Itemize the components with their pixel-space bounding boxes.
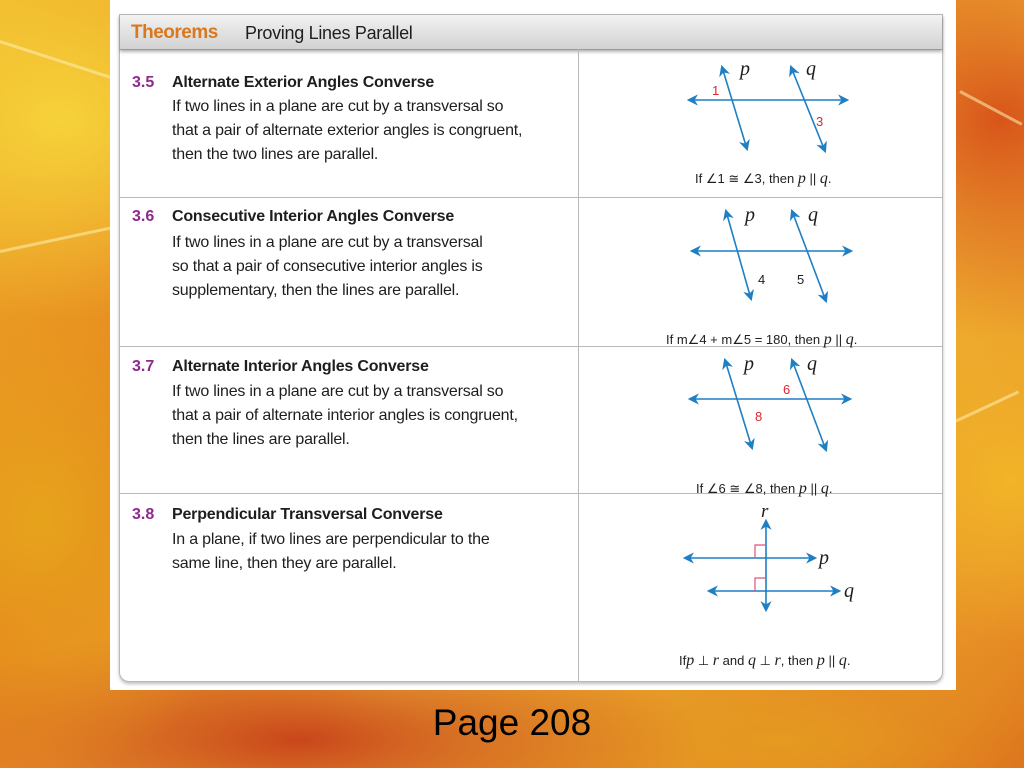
figure-3-8 (579, 493, 942, 681)
parallel-lines-diagram (579, 346, 942, 493)
theorem-name: Perpendicular Transversal Converse (172, 506, 443, 523)
theorem-number: 3.5 (132, 74, 155, 91)
caption-var: p (823, 331, 832, 348)
caption-end: . (846, 653, 851, 668)
label-p: p (819, 547, 829, 569)
label-r: r (761, 501, 769, 522)
statement-line: same line, then they are parallel. (172, 555, 397, 572)
caption-then: , then (780, 653, 817, 668)
label-q: q (808, 204, 818, 226)
angle-label: 6 (783, 382, 791, 397)
statement-line: If two lines in a plane are cut by a transversal so (172, 383, 504, 400)
caption-var: q (819, 170, 828, 187)
label-q: q (806, 58, 816, 80)
card-header (120, 15, 942, 50)
caption-and: and (719, 653, 748, 668)
caption-var: p (816, 652, 825, 669)
angle-label: 5 (797, 272, 805, 287)
statement-line: that a pair of alternate exterior angles is congruent, (172, 122, 523, 139)
caption-var: p (797, 170, 806, 187)
figure-3-7 (579, 346, 942, 497)
header-kicker: Theorems (131, 22, 218, 43)
leaf-vein (0, 225, 118, 253)
statement-line: In a plane, if two lines are perpendicular to the (172, 531, 490, 548)
theorem-row-3-5 (120, 49, 942, 198)
caption-lead: If (679, 653, 687, 668)
caption-lead: If m∠4 + m∠5 = 180, then (666, 332, 821, 347)
caption-var: r (712, 652, 720, 669)
theorem-statement (172, 380, 572, 452)
caption-end: . (827, 171, 832, 186)
angle-label: 1 (712, 83, 720, 98)
caption-var: q (845, 331, 854, 348)
theorem-row-3-8 (120, 493, 942, 681)
label-q: q (807, 353, 817, 375)
theorem-name: Consecutive Interior Angles Converse (172, 208, 455, 225)
right-angle-mark (755, 578, 766, 591)
caption-end: . (828, 481, 833, 496)
label-q: q (844, 580, 854, 602)
theorem-number: 3.7 (132, 358, 155, 375)
caption-var: q (820, 480, 829, 497)
statement-line: If two lines in a plane are cut by a transversal (172, 234, 483, 251)
caption-lead: If ∠6 ≅ ∠8, then (696, 481, 796, 496)
caption-var: q (747, 652, 756, 669)
statement-line: that a pair of alternate interior angles is congruent, (172, 407, 518, 424)
figure-caption (695, 170, 831, 188)
leaf-vein (954, 391, 1019, 423)
caption-lead: If ∠1 ≅ ∠3, then (695, 171, 795, 186)
caption-end: . (853, 332, 858, 347)
theorem-statement (172, 528, 572, 576)
caption-var: r (774, 652, 781, 669)
theorem-number: 3.6 (132, 208, 155, 225)
caption-var: p (798, 480, 807, 497)
right-angle-mark (755, 545, 766, 558)
caption-var: q (838, 652, 847, 669)
caption-var: p (686, 652, 695, 669)
header-title: Proving Lines Parallel (245, 23, 413, 43)
statement-line: supplementary, then the lines are parallel. (172, 282, 460, 299)
theorem-name: Alternate Exterior Angles Converse (172, 74, 435, 91)
page-number-label: Page 208 (432, 702, 592, 743)
figure-3-6 (579, 197, 942, 346)
theorems-card (119, 14, 943, 682)
angle-label: 3 (816, 114, 824, 129)
figure-3-5 (579, 49, 942, 197)
label-p: p (744, 353, 754, 375)
statement-line: then the two lines are parallel. (172, 146, 379, 163)
textbook-page (110, 0, 956, 690)
caption-parallel: || (831, 332, 846, 347)
angle-label: 4 (758, 272, 766, 287)
parallel-lines-diagram (579, 197, 942, 346)
angle-label: 8 (755, 409, 763, 424)
label-p: p (740, 58, 750, 80)
caption-perp: ⊥ (755, 653, 775, 668)
leaf-vein (0, 40, 115, 80)
label-p: p (745, 204, 755, 226)
theorem-number: 3.8 (132, 506, 155, 523)
theorem-statement (172, 95, 572, 167)
caption-perp: ⊥ (694, 653, 713, 668)
theorem-row-3-7 (120, 346, 942, 497)
theorem-row-3-6 (120, 197, 942, 347)
caption-parallel: || (824, 653, 839, 668)
caption-parallel: || (805, 171, 820, 186)
theorem-name: Alternate Interior Angles Converse (172, 358, 429, 375)
theorem-statement (172, 231, 572, 303)
leaf-vein (959, 90, 1022, 126)
statement-line: so that a pair of consecutive interior angles is (172, 258, 483, 275)
statement-line: If two lines in a plane are cut by a transversal so (172, 98, 504, 115)
statement-line: then the lines are parallel. (172, 431, 350, 448)
figure-caption (679, 652, 851, 670)
caption-parallel: || (806, 481, 821, 496)
